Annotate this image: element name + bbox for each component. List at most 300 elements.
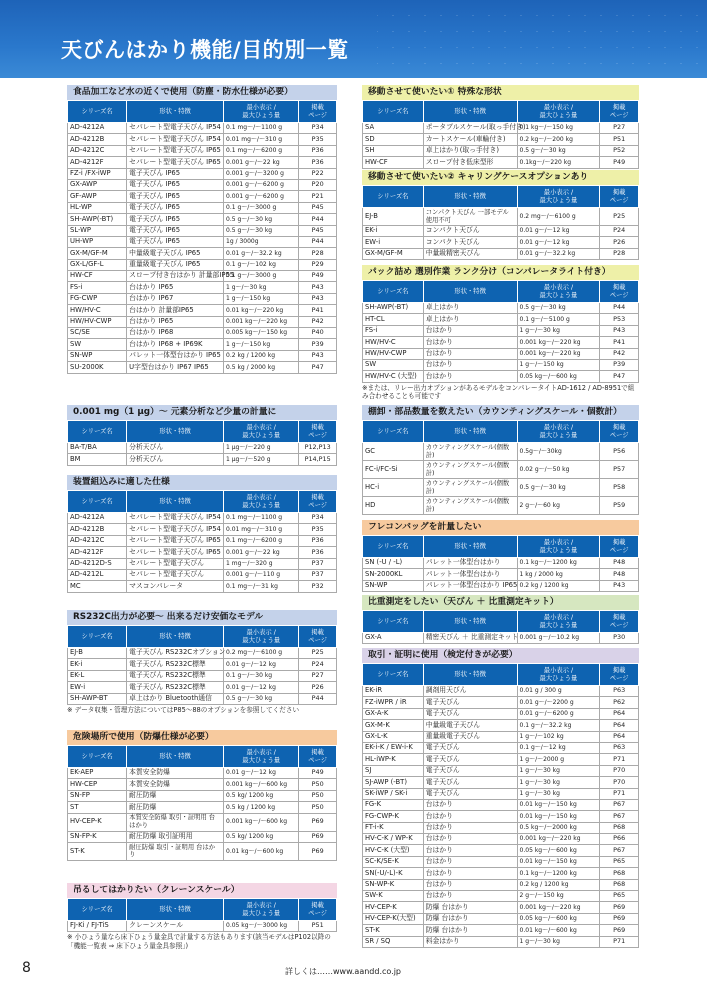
page-cell: P35 — [299, 134, 337, 145]
table-row — [363, 799, 639, 810]
page-cell: P41 — [600, 337, 639, 348]
table-row — [363, 936, 639, 947]
feature-cell: 本質安全防爆 — [127, 779, 224, 790]
range-cell: 0.5g～/～30kg — [517, 443, 600, 461]
table-row — [363, 461, 639, 479]
series-cell: SH-AWP(-BT) — [68, 214, 127, 225]
section-note: ※または、リレー出力オプションがあるモデルをコンパレータイトAD-1612 / AD-8951で組み合わせることも可能です — [362, 383, 635, 400]
range-cell: 0.5 g～/～30 kg — [517, 303, 600, 314]
range-cell: 0.1 g～/～32.2 kg — [517, 720, 600, 731]
page-cell: P14,P15 — [299, 454, 337, 465]
table-row — [68, 670, 337, 681]
range-cell: 0.05 kg～/～3000 kg — [224, 921, 299, 932]
table-row — [363, 902, 639, 913]
range-cell: 1 g～/～30 kg — [517, 936, 600, 947]
feature-cell: 中量級電子天びん — [423, 720, 517, 731]
column-header-feature: 形状・特徴 — [127, 899, 224, 921]
range-cell: 0.01 g～/～12 kg — [224, 682, 299, 693]
series-cell: SJ-AWP (-BT) — [363, 777, 424, 788]
page-cell: P27 — [299, 670, 337, 681]
range-cell: 0.2 kg / 1200 kg — [517, 879, 600, 890]
feature-cell: セパレート型電子天びん IP65 — [127, 535, 224, 546]
feature-cell: 電子天びん IP65 — [127, 202, 224, 213]
page-cell: P50 — [299, 802, 337, 813]
feature-cell: パレット一体型台はかり — [423, 569, 517, 580]
range-cell: 0.02 g～/～50 kg — [517, 461, 600, 479]
table-row — [68, 513, 337, 524]
series-cell: SK-iWP / SK-i — [363, 788, 424, 799]
feature-cell: 分析天びん — [127, 454, 224, 465]
range-cell: 0.1 g～/～102 kg — [224, 259, 299, 270]
range-cell: 0.5 kg/ 1200 kg — [224, 790, 299, 801]
page-cell: P49 — [600, 157, 639, 168]
section-title: パック詰め 選別作業 ランク分け（コンパレータライト付き） — [362, 265, 639, 280]
page-cell: P64 — [600, 731, 639, 742]
range-cell: 0.001 g～/～3200 g — [224, 168, 299, 179]
series-cell: SN-FP-K — [68, 831, 127, 842]
series-cell: SC/SE — [68, 328, 127, 339]
range-cell: 0.01 g / 300 g — [517, 686, 600, 697]
table-row — [68, 157, 337, 168]
table-row — [363, 569, 639, 580]
page-cell: P50 — [299, 790, 337, 801]
page-cell: P28 — [299, 248, 337, 259]
range-cell: 1 g～/～30 kg — [517, 325, 600, 336]
page-cell: P65 — [600, 891, 639, 902]
feature-cell: 精密天びん ＋ 比重測定キット — [423, 633, 517, 644]
column-header-series: シリーズ名 — [68, 421, 127, 443]
page-cell: P68 — [600, 879, 639, 890]
series-cell: GX-A — [363, 633, 424, 644]
page-cell: P28 — [600, 248, 639, 259]
table-row — [363, 325, 639, 336]
table-row — [363, 834, 639, 845]
page-cell: P63 — [600, 686, 639, 697]
page-cell: P21 — [299, 191, 337, 202]
range-cell: 0.001 g～/～110 g — [224, 569, 299, 580]
table-row — [68, 145, 337, 156]
spec-table — [362, 185, 639, 260]
table-row — [68, 191, 337, 202]
column-header-min: 最小表示 / 最大ひょう量 — [224, 746, 299, 768]
range-cell: 0.01 mg～/～310 g — [224, 524, 299, 535]
page-cell: P67 — [600, 799, 639, 810]
series-cell: AD-4212C — [68, 145, 127, 156]
range-cell: 0.05 kg～/～600 kg — [517, 913, 600, 924]
series-cell: SC-K/SE-K — [363, 856, 424, 867]
feature-cell: 防爆 台はかり — [423, 913, 517, 924]
range-cell: 1 g～/～30 kg — [224, 282, 299, 293]
table-row — [68, 282, 337, 293]
table-row — [363, 811, 639, 822]
page-cell: P47 — [600, 371, 639, 382]
table-row — [363, 822, 639, 833]
column-header-min: 最小表示 / 最大ひょう量 — [517, 186, 600, 208]
series-cell: SJ — [363, 765, 424, 776]
table-row — [68, 134, 337, 145]
table-row — [363, 777, 639, 788]
series-cell: AD-4212F — [68, 547, 127, 558]
column-header-min: 最小表示 / 最大ひょう量 — [224, 101, 299, 123]
page-cell: P49 — [299, 271, 337, 282]
column-header-series: シリーズ名 — [363, 536, 424, 558]
feature-cell: 電子天びん — [423, 697, 517, 708]
series-cell: HW/HV-C — [363, 337, 424, 348]
range-cell: 1 g～/～30 kg — [517, 788, 600, 799]
range-cell: 0.1 mg～/～1100 g — [224, 513, 299, 524]
feature-cell: 台はかり IP65 — [127, 316, 224, 327]
range-cell: 0.01 g～/～32.2 kg — [224, 248, 299, 259]
feature-cell: 電子天びん — [423, 765, 517, 776]
column-header-min: 最小表示 / 最大ひょう量 — [224, 491, 299, 513]
column-header-page: 掲載 ページ — [299, 899, 337, 921]
range-cell: 0.1 g～/～30 kg — [224, 670, 299, 681]
series-cell: SH — [363, 145, 424, 156]
range-cell: 0.001 g～/～22 kg — [224, 547, 299, 558]
series-cell: SH-AWP(-BT) — [363, 303, 424, 314]
page-title: 天びんはかり機能/目的別一覧 — [61, 38, 349, 62]
series-cell: FJ-Ki / FJ-TiS — [68, 921, 127, 932]
column-header-min: 最小表示 / 最大ひょう量 — [224, 626, 299, 648]
feature-cell: 卓上はかり — [423, 303, 517, 314]
table-row — [363, 633, 639, 644]
table-row — [68, 558, 337, 569]
feature-cell: 防爆 台はかり — [423, 925, 517, 936]
column-header-page: 掲載 ページ — [600, 101, 639, 123]
feature-cell: 電子天びん IP65 — [127, 214, 224, 225]
page-cell: P43 — [600, 580, 639, 591]
table-row — [68, 443, 337, 454]
spec-table — [67, 898, 337, 932]
table-row — [363, 314, 639, 325]
feature-cell: 台はかり — [423, 834, 517, 845]
range-cell: 0.2 mg～/～6100 g — [224, 648, 299, 659]
feature-cell: セパレート型電子天びん IP54 — [127, 513, 224, 524]
series-cell: HV-CEP-K — [68, 813, 127, 831]
feature-cell: 台はかり — [423, 799, 517, 810]
page-cell: P27 — [600, 123, 639, 134]
column-header-feature: 形状・特徴 — [423, 536, 517, 558]
series-cell: SN-WP-K — [363, 879, 424, 890]
feature-cell: セパレート型電子天びん — [127, 558, 224, 569]
series-cell: HW/HV-CWP — [363, 348, 424, 359]
range-cell: 0.1 mg～/～31 kg — [224, 581, 299, 592]
table-row — [68, 202, 337, 213]
range-cell: 0.1 g～/～3000 g — [224, 271, 299, 282]
page-cell: P65 — [600, 856, 639, 867]
table-row — [68, 842, 337, 860]
column-header-series: シリーズ名 — [363, 186, 424, 208]
feature-cell: カウンティングスケール(個数計) — [423, 479, 517, 497]
table-row — [363, 580, 639, 591]
table-row — [68, 339, 337, 350]
feature-cell: セパレート型電子天びん IP54 — [127, 123, 224, 134]
page-cell: P67 — [600, 811, 639, 822]
series-cell: EW-i — [363, 237, 424, 248]
section-cert — [362, 648, 639, 948]
range-cell: 1 kg / 2000 kg — [517, 569, 600, 580]
range-cell: 0.1 g～/～5100 g — [517, 314, 600, 325]
page-cell: P29 — [299, 259, 337, 270]
feature-cell: カウンティングスケール(個数計) — [423, 497, 517, 515]
series-cell: MC — [68, 581, 127, 592]
table-row — [363, 765, 639, 776]
series-cell: HV-C-K / WP-K — [363, 834, 424, 845]
range-cell: 0.001 kg～/～220 kg — [517, 337, 600, 348]
range-cell: 1 μg～/～520 g — [224, 454, 299, 465]
range-cell: 0.01 kg～/～150 kg — [517, 811, 600, 822]
table-row — [68, 659, 337, 670]
page-cell: P67 — [600, 845, 639, 856]
column-header-min: 最小表示 / 最大ひょう量 — [224, 421, 299, 443]
range-cell: 0.001 g～/～6200 g — [224, 179, 299, 190]
table-row — [363, 248, 639, 259]
spec-table — [362, 535, 639, 592]
series-cell: HT-CL — [363, 314, 424, 325]
page-cell: P45 — [299, 202, 337, 213]
feature-cell: 電子天びん RS232C標準 — [127, 659, 224, 670]
series-cell: HW/HV-CWP — [68, 316, 127, 327]
feature-cell: 耐圧防爆 取引証明用 — [127, 831, 224, 842]
feature-cell: パレット一体型台はかり IP65 — [127, 350, 224, 361]
range-cell: 0.1 kg～/～1200 kg — [517, 868, 600, 879]
page-cell: P51 — [299, 921, 337, 932]
column-header-feature: 形状・特徴 — [423, 101, 517, 123]
series-cell: FT-i-K — [363, 822, 424, 833]
column-header-page: 掲載 ページ — [299, 626, 337, 648]
feature-cell: 台はかり — [423, 337, 517, 348]
column-header-page: 掲載 ページ — [299, 746, 337, 768]
table-row — [363, 891, 639, 902]
feature-cell: 電子天びん IP65 — [127, 236, 224, 247]
page-cell: P37 — [299, 569, 337, 580]
table-row — [363, 731, 639, 742]
range-cell: 0.05 kg～/～600 kg — [517, 371, 600, 382]
feature-cell: 台はかり IP68 + IP69K — [127, 339, 224, 350]
range-cell: 0.2 kg / 1200 kg — [517, 580, 600, 591]
page-cell: P68 — [600, 822, 639, 833]
section-title: 取引・証明に使用（検定付きが必要） — [362, 648, 639, 663]
series-cell: AD-4212C — [68, 535, 127, 546]
feature-cell: 中量級電子天びん IP65 — [127, 248, 224, 259]
column-header-min: 最小表示 / 最大ひょう量 — [517, 536, 600, 558]
page-cell: P25 — [299, 648, 337, 659]
range-cell: 0.2 kg～/～200 kg — [517, 134, 600, 145]
series-cell: EK-i-K / EW-i-K — [363, 742, 424, 753]
spec-table — [67, 420, 337, 466]
table-row — [363, 879, 639, 890]
table-row — [363, 479, 639, 497]
page-cell: P43 — [299, 293, 337, 304]
feature-cell: 重量級電子天びん — [423, 731, 517, 742]
range-cell: 1 g～/～30 kg — [517, 777, 600, 788]
section-ug — [67, 405, 337, 466]
table-row — [68, 524, 337, 535]
page-cell: P22 — [299, 168, 337, 179]
section-rs232 — [67, 610, 337, 714]
range-cell: 0.01 g～/～12 kg — [224, 768, 299, 779]
page-cell: P36 — [299, 535, 337, 546]
series-cell: GX-M-K — [363, 720, 424, 731]
series-cell: SU-2000K — [68, 362, 127, 373]
feature-cell: ポータブルスケール(取っ手付き) — [423, 123, 517, 134]
series-cell: GX-L/GF-L — [68, 259, 127, 270]
range-cell: 2 g～/～60 kg — [517, 497, 600, 515]
section-crane — [67, 883, 337, 950]
table-row — [363, 123, 639, 134]
page-cell: P44 — [299, 236, 337, 247]
range-cell: 0.1kg～/～220 kg — [517, 157, 600, 168]
range-cell: 0.01 kg～/～150 kg — [517, 856, 600, 867]
feature-cell: カウンティングスケール(個数計) — [423, 443, 517, 461]
section-mobile2 — [362, 170, 639, 260]
table-row — [363, 497, 639, 515]
page-cell: P53 — [600, 314, 639, 325]
feature-cell: 電子天びん — [423, 754, 517, 765]
page-cell: P30 — [600, 633, 639, 644]
page-cell: P68 — [600, 868, 639, 879]
series-cell: HL-iWP-K — [363, 754, 424, 765]
feature-cell: 台はかり — [423, 868, 517, 879]
table-row — [68, 350, 337, 361]
feature-cell: 台はかり IP65 — [127, 282, 224, 293]
table-row — [363, 558, 639, 569]
page-cell: P47 — [299, 362, 337, 373]
series-cell: GF-AWP — [68, 191, 127, 202]
series-cell: SA — [363, 123, 424, 134]
feature-cell: 電子天びん RS232C標準 — [127, 670, 224, 681]
column-header-series: シリーズ名 — [363, 421, 424, 443]
range-cell: 0.1 mg～/～1100 g — [224, 123, 299, 134]
page-cell: P64 — [600, 720, 639, 731]
table-row — [68, 248, 337, 259]
table-row — [68, 271, 337, 282]
range-cell: 0.2 mg～/～6100 g — [517, 208, 600, 226]
page-cell: P25 — [600, 208, 639, 226]
range-cell: 0.001 kg～/～220 kg — [517, 902, 600, 913]
table-row — [68, 831, 337, 842]
range-cell: 0.001 g～/～22 kg — [224, 157, 299, 168]
table-row — [363, 720, 639, 731]
column-header-series: シリーズ名 — [68, 746, 127, 768]
range-cell: 0.001 kg～/～220 kg — [517, 834, 600, 845]
table-row — [68, 682, 337, 693]
column-header-page: 掲載 ページ — [600, 186, 639, 208]
section-title: 装置組込みに適した仕様 — [67, 475, 337, 490]
feature-cell: 耐圧防爆 取引・証明用 台はかり — [127, 842, 224, 860]
table-row — [363, 348, 639, 359]
range-cell: 0.01 g～/～6200 g — [517, 708, 600, 719]
feature-cell: 卓上はかり Bluetooth通信 — [127, 693, 224, 704]
column-header-series: シリーズ名 — [363, 101, 424, 123]
column-header-feature: 形状・特徴 — [127, 421, 224, 443]
column-header-feature: 形状・特徴 — [127, 746, 224, 768]
section-food — [67, 85, 337, 374]
spec-table — [362, 280, 639, 383]
feature-cell: セパレート型電子天びん IP65 — [127, 145, 224, 156]
feature-cell: 料金はかり — [423, 936, 517, 947]
feature-cell: 電子天びん IP65 — [127, 179, 224, 190]
series-cell: EK-iR — [363, 686, 424, 697]
table-row — [68, 535, 337, 546]
range-cell: 0.01 g～/～12 kg — [517, 226, 600, 237]
table-row — [363, 868, 639, 879]
range-cell: 0.5 kg/ 1200 kg — [224, 831, 299, 842]
spec-table — [362, 100, 639, 169]
page-cell: P40 — [299, 328, 337, 339]
spec-table — [362, 610, 639, 644]
feature-cell: 台はかり IP67 — [127, 293, 224, 304]
table-row — [68, 813, 337, 831]
section-flexi — [362, 520, 639, 592]
section-title: フレコンバッグを計量したい — [362, 520, 639, 535]
page-cell: P69 — [600, 902, 639, 913]
page-cell: P42 — [600, 348, 639, 359]
range-cell: 0.5 kg / 1200 kg — [224, 802, 299, 813]
series-cell: EJ-B — [68, 648, 127, 659]
series-cell: FZ-iWPR / iR — [363, 697, 424, 708]
series-cell: GX-AWP — [68, 179, 127, 190]
column-header-feature: 形状・特徴 — [423, 421, 517, 443]
table-row — [68, 123, 337, 134]
feature-cell: 台はかり — [423, 879, 517, 890]
series-cell: AD-4212B — [68, 524, 127, 535]
column-header-min: 最小表示 / 最大ひょう量 — [517, 101, 600, 123]
series-cell: SL-WP — [68, 225, 127, 236]
footer-url[interactable]: 詳しくは……www.aandd.co.jp — [285, 967, 402, 976]
column-header-page: 掲載 ページ — [299, 101, 337, 123]
page-cell: P70 — [600, 777, 639, 788]
page-cell: P32 — [299, 581, 337, 592]
page-cell: P56 — [600, 443, 639, 461]
series-cell: FG-CWP — [68, 293, 127, 304]
range-cell: 0.5 g～/～30 kg — [224, 693, 299, 704]
column-header-feature: 形状・特徴 — [127, 491, 224, 513]
spec-table — [67, 490, 337, 593]
series-cell: SW — [68, 339, 127, 350]
feature-cell: スロープ付き低床型形 — [423, 157, 517, 168]
table-row — [363, 337, 639, 348]
table-row — [68, 581, 337, 592]
range-cell: 1 g～/～150 kg — [517, 359, 600, 370]
column-header-series: シリーズ名 — [68, 491, 127, 513]
table-row — [68, 293, 337, 304]
page-cell: P43 — [299, 282, 337, 293]
section-title: 移動させて使いたい② キャリングケースオプションあり — [362, 170, 639, 185]
table-row — [68, 362, 337, 373]
feature-cell: セパレート型電子天びん IP65 — [127, 157, 224, 168]
page-cell: P49 — [299, 768, 337, 779]
series-cell: EK-AEP — [68, 768, 127, 779]
series-cell: GX-M/GF-M — [68, 248, 127, 259]
section-embed — [67, 475, 337, 593]
range-cell: 0.01 kg～/～150 kg — [517, 799, 600, 810]
range-cell: 0.001 kg～/～220 kg — [224, 316, 299, 327]
series-cell: HV-CEP-K(大型) — [363, 913, 424, 924]
feature-cell: 台はかり — [423, 856, 517, 867]
section-sg — [362, 595, 639, 644]
section-title: 危険場所で使用（防爆仕様が必要） — [67, 730, 337, 745]
feature-cell: 台はかり — [423, 325, 517, 336]
series-cell: HW-CF — [68, 271, 127, 282]
feature-cell: 本質安全防爆 — [127, 768, 224, 779]
page-cell: P26 — [600, 237, 639, 248]
range-cell: 0.1 kg～/～1200 kg — [517, 558, 600, 569]
table-row — [363, 913, 639, 924]
series-cell: SD — [363, 134, 424, 145]
column-header-feature: 形状・特徴 — [423, 281, 517, 303]
series-cell: AD-4212A — [68, 513, 127, 524]
